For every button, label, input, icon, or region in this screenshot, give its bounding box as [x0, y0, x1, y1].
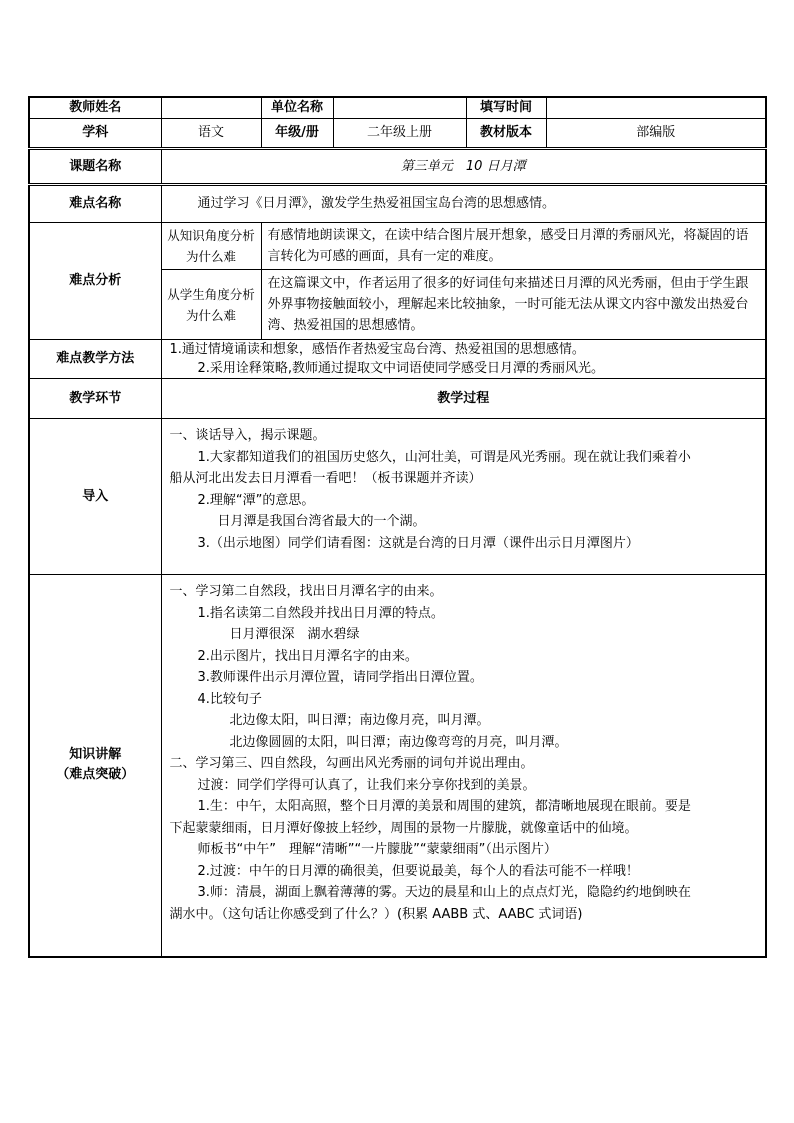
- difficulty-label: 难点名称: [29, 185, 161, 223]
- header-row-2: [29, 119, 766, 149]
- lesson-plan-page: [28, 96, 765, 958]
- intro-line-5: 日月潭是我国台湾省最大的一个湖。: [217, 514, 426, 529]
- header-row-1: [29, 97, 766, 119]
- knowledge-angle-text: 有感情地朗读课文，在读中结合图片展开想象，感受日月潭的秀丽风光，将凝固的语言转化为可感的画面，具有一定的难度。: [261, 223, 766, 270]
- knowledge-line-11: 1.生：中午，太阳高照，整个日月潭的美景和周围的建筑，都清晰地展现在眼前。要是: [197, 799, 691, 814]
- knowledge-line-3: 日月潭很深 湖水碧绿: [229, 627, 360, 642]
- edition-value: 部编版: [546, 119, 766, 149]
- process-row: [29, 379, 766, 419]
- knowledge-line-9: 二、学习第三、四自然段，勾画出风光秀丽的词句并说出理由。: [169, 756, 534, 771]
- knowledge-line-10: 过渡：同学们学得可认真了，让我们来分享你找到的美景。: [197, 777, 536, 793]
- intro-content: [161, 419, 766, 575]
- intro-line-6: 3.（出示地图）同学们请看图：这就是台湾的日月潭（课件出示日月潭图片）: [197, 535, 639, 551]
- student-angle-label: 从学生角度分析为什么难: [161, 270, 261, 340]
- knowledge-row: [29, 575, 766, 957]
- unit-label: 单位名称: [261, 97, 333, 119]
- process-label: 教学环节: [29, 379, 161, 419]
- edition-label: 教材版本: [466, 119, 546, 149]
- knowledge-label-cell: [29, 575, 161, 957]
- analysis-label: 难点分析: [29, 223, 161, 340]
- knowledge-content: [161, 575, 766, 957]
- difficulty-value: 通过学习《日月潭》，激发学生热爱祖国宝岛台湾的思想感情。: [161, 185, 766, 223]
- analysis-row-knowledge: [29, 223, 766, 270]
- knowledge-line-1: 一、学习第二自然段，找出日月潭名字的由来。: [169, 584, 443, 599]
- method-row: [29, 340, 766, 379]
- intro-label: 导入: [29, 419, 161, 575]
- knowledge-line-2: 1.指名读第二自然段并找出日月潭的特点。: [197, 605, 444, 621]
- method-label: 难点教学方法: [29, 340, 161, 379]
- grade-label: 年级/册: [261, 119, 333, 149]
- date-label: 填写时间: [466, 97, 546, 119]
- knowledge-line-12: 下起蒙蒙细雨，日月潭好像披上轻纱，周围的景物一片朦胧，就像童话中的仙境。: [169, 820, 638, 836]
- date-value: [546, 97, 766, 119]
- knowledge-angle-label: 从知识角度分析为什么难: [161, 223, 261, 270]
- topic-row: [29, 149, 766, 185]
- grade-value: 二年级上册: [333, 119, 466, 149]
- method-cell: [161, 340, 766, 379]
- unit-value: [333, 97, 466, 119]
- knowledge-line-8: 北边像圆圆的太阳，叫日潭；南边像弯弯的月亮，叫月潭。: [229, 734, 568, 750]
- method-line-1: 1.通过情境诵读和想象，感悟作者热爱宝岛台湾、热爱祖国的思想感情。: [169, 342, 585, 357]
- intro-line-1: 一、谈话导入，揭示课题。: [169, 428, 326, 443]
- intro-row: [29, 419, 766, 575]
- lesson-plan-table: [28, 96, 767, 958]
- knowledge-line-14: 2.过渡：中午的日月潭的确很美，但要说最美，每个人的看法可能不一样哦！: [197, 863, 639, 879]
- difficulty-row: [29, 185, 766, 223]
- subject-value: 语文: [161, 119, 261, 149]
- subject-label: 学科: [29, 119, 161, 149]
- knowledge-sublabel: （难点突破）: [56, 767, 135, 783]
- knowledge-line-16: 湖水中。（这句话让你感受到了什么？）(积累 AABB 式、AABC 式词语): [169, 906, 583, 922]
- teacher-label: 教师姓名: [29, 97, 161, 119]
- knowledge-line-13: 师板书“中午” 理解“清晰”“一片朦胧”“蒙蒙细雨”（出示图片）: [197, 842, 557, 857]
- knowledge-label: 知识讲解: [69, 747, 122, 763]
- knowledge-line-15: 3.师：清晨，湖面上飘着薄薄的雾。天边的晨星和山上的点点灯光，隐隐约约地倒映在: [197, 885, 691, 900]
- knowledge-line-4: 2.出示图片，找出日月潭名字的由来。: [197, 648, 418, 664]
- topic-label: 课题名称: [29, 149, 161, 185]
- topic-value: 第三单元 10 日月潭: [161, 149, 766, 185]
- intro-line-4: 2.理解“潭”的意思。: [197, 492, 315, 508]
- process-value: 教学过程: [161, 379, 766, 419]
- knowledge-line-5: 3.教师课件出示月潭位置，请同学指出日潭位置。: [197, 670, 483, 685]
- knowledge-line-6: 4.比较句子: [197, 691, 262, 707]
- teacher-value: [161, 97, 261, 119]
- intro-line-2: 1.大家都知道我们的祖国历史悠久，山河壮美，可谓是风光秀丽。现在就让我们乘着小: [197, 449, 691, 465]
- student-angle-text: 在这篇课文中，作者运用了很多的好词佳句来描述日月潭的风光秀丽，但由于学生跟外界事物接触面较小，理解起来比较抽象，一时可能无法从课文内容中激发出热爱台湾、热爱祖国的思想感情。: [261, 270, 766, 340]
- knowledge-line-7: 北边像太阳，叫日潭；南边像月亮，叫月潭。: [229, 713, 490, 728]
- intro-line-3: 船从河北出发去日月潭看一看吧！（板书课题并齐读）: [169, 471, 482, 486]
- method-line-2: 2.采用诠释策略,教师通过提取文中词语使同学感受日月潭的秀丽风光。: [197, 361, 605, 376]
